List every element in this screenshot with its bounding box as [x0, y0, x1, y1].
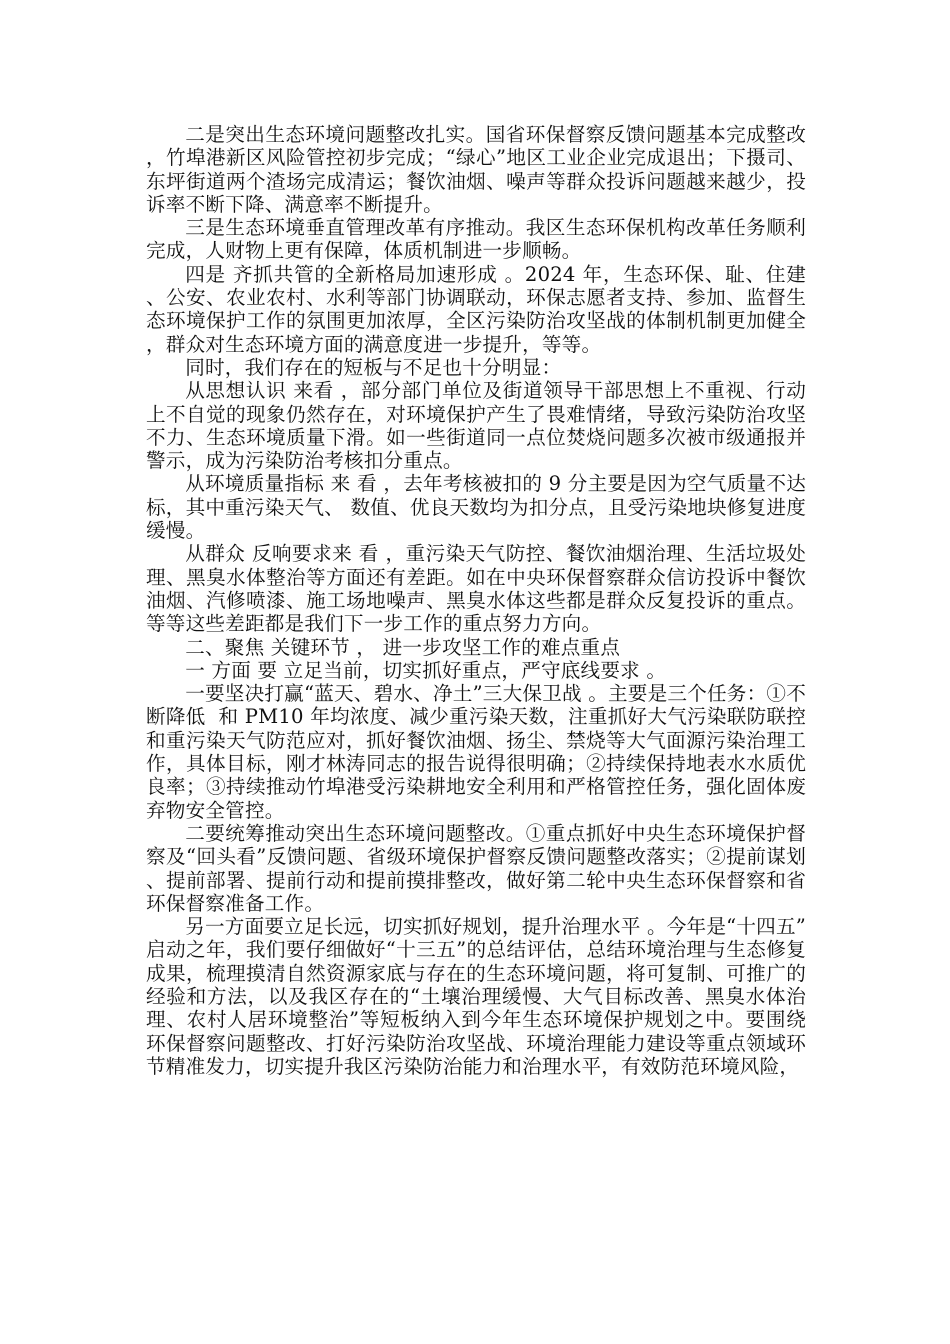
paragraph-problem-rectification: 二是突出生态环境问题整改扎实。国省环保督察反馈问题基本完成整改，竹埠港新区风险管控初步完成；“绿心”地区工业企业完成退出；下摄司、东坪街道两个渣场完成清运；餐饮油烟、噪声等群众投诉问题越来越少，投诉率不断下降、满意率不断提升。	[146, 123, 806, 216]
paragraph-vertical-management-reform: 三是生态环境垂直管理改革有序推动。我区生态环保机构改革任务顺利完成，人财物上更有保障，体质机制进一步顺畅。	[146, 216, 806, 263]
paragraph-public-feedback: 从群众 反响要求来 看 ，重污染天气防控、餐饮油烟治理、生活垃圾处理、黑臭水体整治等方面还有差距。如在中央环保督察群众信访投诉中餐饮油烟、汽修喷漆、施工场地噪声、黑臭水体这些都是群众反复投诉的重点。等等这些差距都是我们下一步工作的重点努力方向。	[146, 542, 806, 636]
paragraph-rectification-coordination: 二要统筹推动突出生态环境问题整改。①重点抓好中央生态环境保护督察及“回头看”反馈问题、省级环境保护督察反馈问题整改落实；②提前谋划、提前部署、提前行动和提前摸排整改，做好第二轮中央生态环保督察和省环保督察准备工作。	[146, 821, 806, 915]
paragraph-ideological-awareness: 从思想认识 来看 ，部分部门单位及街道领导干部思想上不重视、行动上不自觉的现象仍然存在，对环境保护产生了畏难情绪，导致污染防治攻坚不力、生态环境质量下滑。如一些街道同一点位焚烧问题多次被市级通报并警示，成为污染防治考核扣分重点。	[146, 379, 806, 473]
section-heading-key-links: 二、聚焦 关键环节 ， 进一步攻坚工作的难点重点	[185, 635, 621, 659]
paragraph-long-term-planning: 另一方面要立足长远，切实抓好规划，提升治理水平 。今年是“十四五”启动之年，我们要仔细做好“十三五”的总结评估，总结环境治理与生态修复成果，梳理摸清自然资源家底与存在的生态环境问题，将可复制、可推广的经验和方法，以及我区存在的“土壤治理缓慢、大气目标改善、黑臭水体治理、农村人居环境整治”等短板纳入到今年生态环境保护规划之中。要围绕环保督察问题整改、打好污染防治攻坚战、环境治理能力建设等重点领域环节精准发力，切实提升我区污染防治能力和治理水平，有效防范环境风险，	[146, 915, 806, 1078]
paragraph-three-battles: 一要坚决打赢“蓝天、碧水、净土”三大保卫战 。主要是三个任务：①不断降低 和 PM10 年均浓度、减少重污染天数，注重抓好大气污染联防联控和重污染天气防范应对，抓好餐饮油烟、扬尘、禁烧等大气面源污染治理工作，具体目标，刚才林涛同志的报告说得很明确；②持续保持地表水水质优良率；③持续推动竹埠港受污染耕地安全利用和严格管控任务，强化固体废弃物安全管控。	[146, 682, 806, 822]
paragraph-focus-present: 一 方面 要 立足当前，切实抓好重点，严守底线要求 。	[185, 658, 667, 682]
paragraph-shortcomings-intro: 同时，我们存在的短板与不足也十分明显：	[185, 355, 562, 379]
document-body	[146, 123, 806, 1078]
paragraph-joint-governance: 四是 齐抓共管的全新格局加速形成 。2024 年，生态环保、耻、住建、公安、农业农村、水利等部门协调联动，环保志愿者支持、参加、监督生态环境保护工作的氛围更加浓厚，全区污染防治攻坚战的体制机制更加健全，群众对生态环境方面的满意度进一步提升，等等。	[146, 262, 806, 356]
paragraph-environmental-indicators: 从环境质量指标 来 看 ，去年考核被扣的 9 分主要是因为空气质量不达标，其中重污染天气、 数值、优良天数均为扣分点，且受污染地块修复进度缓慢。	[146, 472, 806, 543]
